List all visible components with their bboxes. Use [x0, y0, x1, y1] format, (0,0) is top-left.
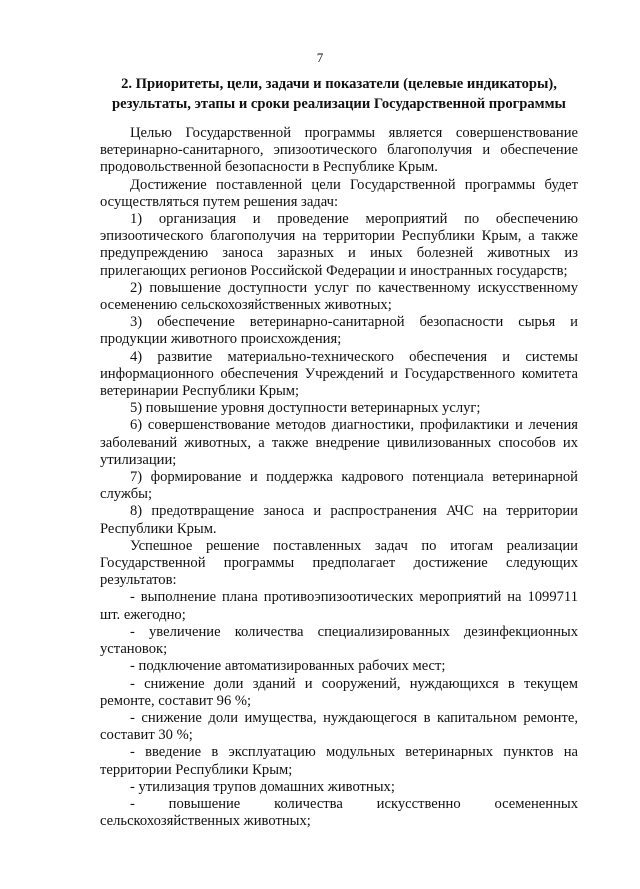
result-item: - утилизация трупов домашних животных;: [130, 778, 395, 795]
result-item: - введение в эксплуатацию модульных ветеринарных пунктов на территории Республики Крым;: [100, 744, 578, 778]
result-item: - увеличение количества специализированных дезинфекционных установок;: [100, 623, 578, 658]
result-item: - снижение доли зданий и сооружений, нуждающихся в текущем ремонте, составит 96 %;: [100, 675, 578, 709]
section-heading-line-2: результаты, этапы и сроки реализации Государственной программы: [112, 96, 566, 112]
task-item: 8) предотвращение заноса и распространения АЧС на территории Республики Крым.: [100, 503, 578, 537]
task-item: 2) повышение доступности услуг по качественному искусственному осеменению сельскохозяйственных животных;: [100, 279, 578, 314]
section-heading: [100, 74, 578, 114]
result-item: - выполнение плана противоэпизоотических мероприятий на 1099711 шт. ежегодно;: [100, 589, 578, 623]
task-item: 7) формирование и поддержка кадрового потенциала ветеринарной службы;: [100, 469, 578, 503]
task-item: 1) организация и проведение мероприятий по обеспечению эпизоотического благополучия на территории Республики Крым, а также предупреждению заноса заразных и иных болезней животных из прилегающих регионов Российской Федерации и иностранных государств;: [100, 211, 578, 279]
task-item: 3) обеспечение ветеринарно-санитарной безопасности сырья и продукции животного происхождения;: [100, 314, 578, 348]
paragraph: Успешное решение поставленных задач по итогам реализации Государственной программы предполагает достижение следующих результатов:: [100, 537, 578, 589]
document-body: [100, 125, 578, 830]
task-item: 4) развитие материально-технического обеспечения и системы информационного обеспечения Учреждений и Государственного комитета ветеринарии Республики Крым;: [100, 348, 578, 400]
paragraph: Целью Государственной программы является совершенствование ветеринарно-санитарного, эпизоотического благополучия и обеспечение продовольственной безопасности в Республике Крым.: [100, 125, 578, 176]
task-item: 6) совершенствование методов диагностики, профилактики и лечения заболеваний животных, а также внедрение цивилизованных способов их утилизации;: [100, 417, 578, 468]
result-item: - подключение автоматизированных рабочих мест;: [130, 658, 446, 675]
page-number: 7: [316, 50, 324, 65]
result-item: - снижение доли имущества, нуждающегося в капитальном ремонте, составит 30 %;: [100, 709, 578, 744]
section-heading-line-1: 2. Приоритеты, цели, задачи и показатели (целевые индикаторы),: [121, 76, 557, 92]
paragraph: Достижение поставленной цели Государственной программы будет осуществляться путем решения задач:: [100, 176, 578, 210]
result-item: - повышение количества искусственно осемененных сельскохозяйственных животных;: [100, 795, 578, 830]
task-item: 5) повышение уровня доступности ветеринарных услуг;: [130, 400, 481, 417]
